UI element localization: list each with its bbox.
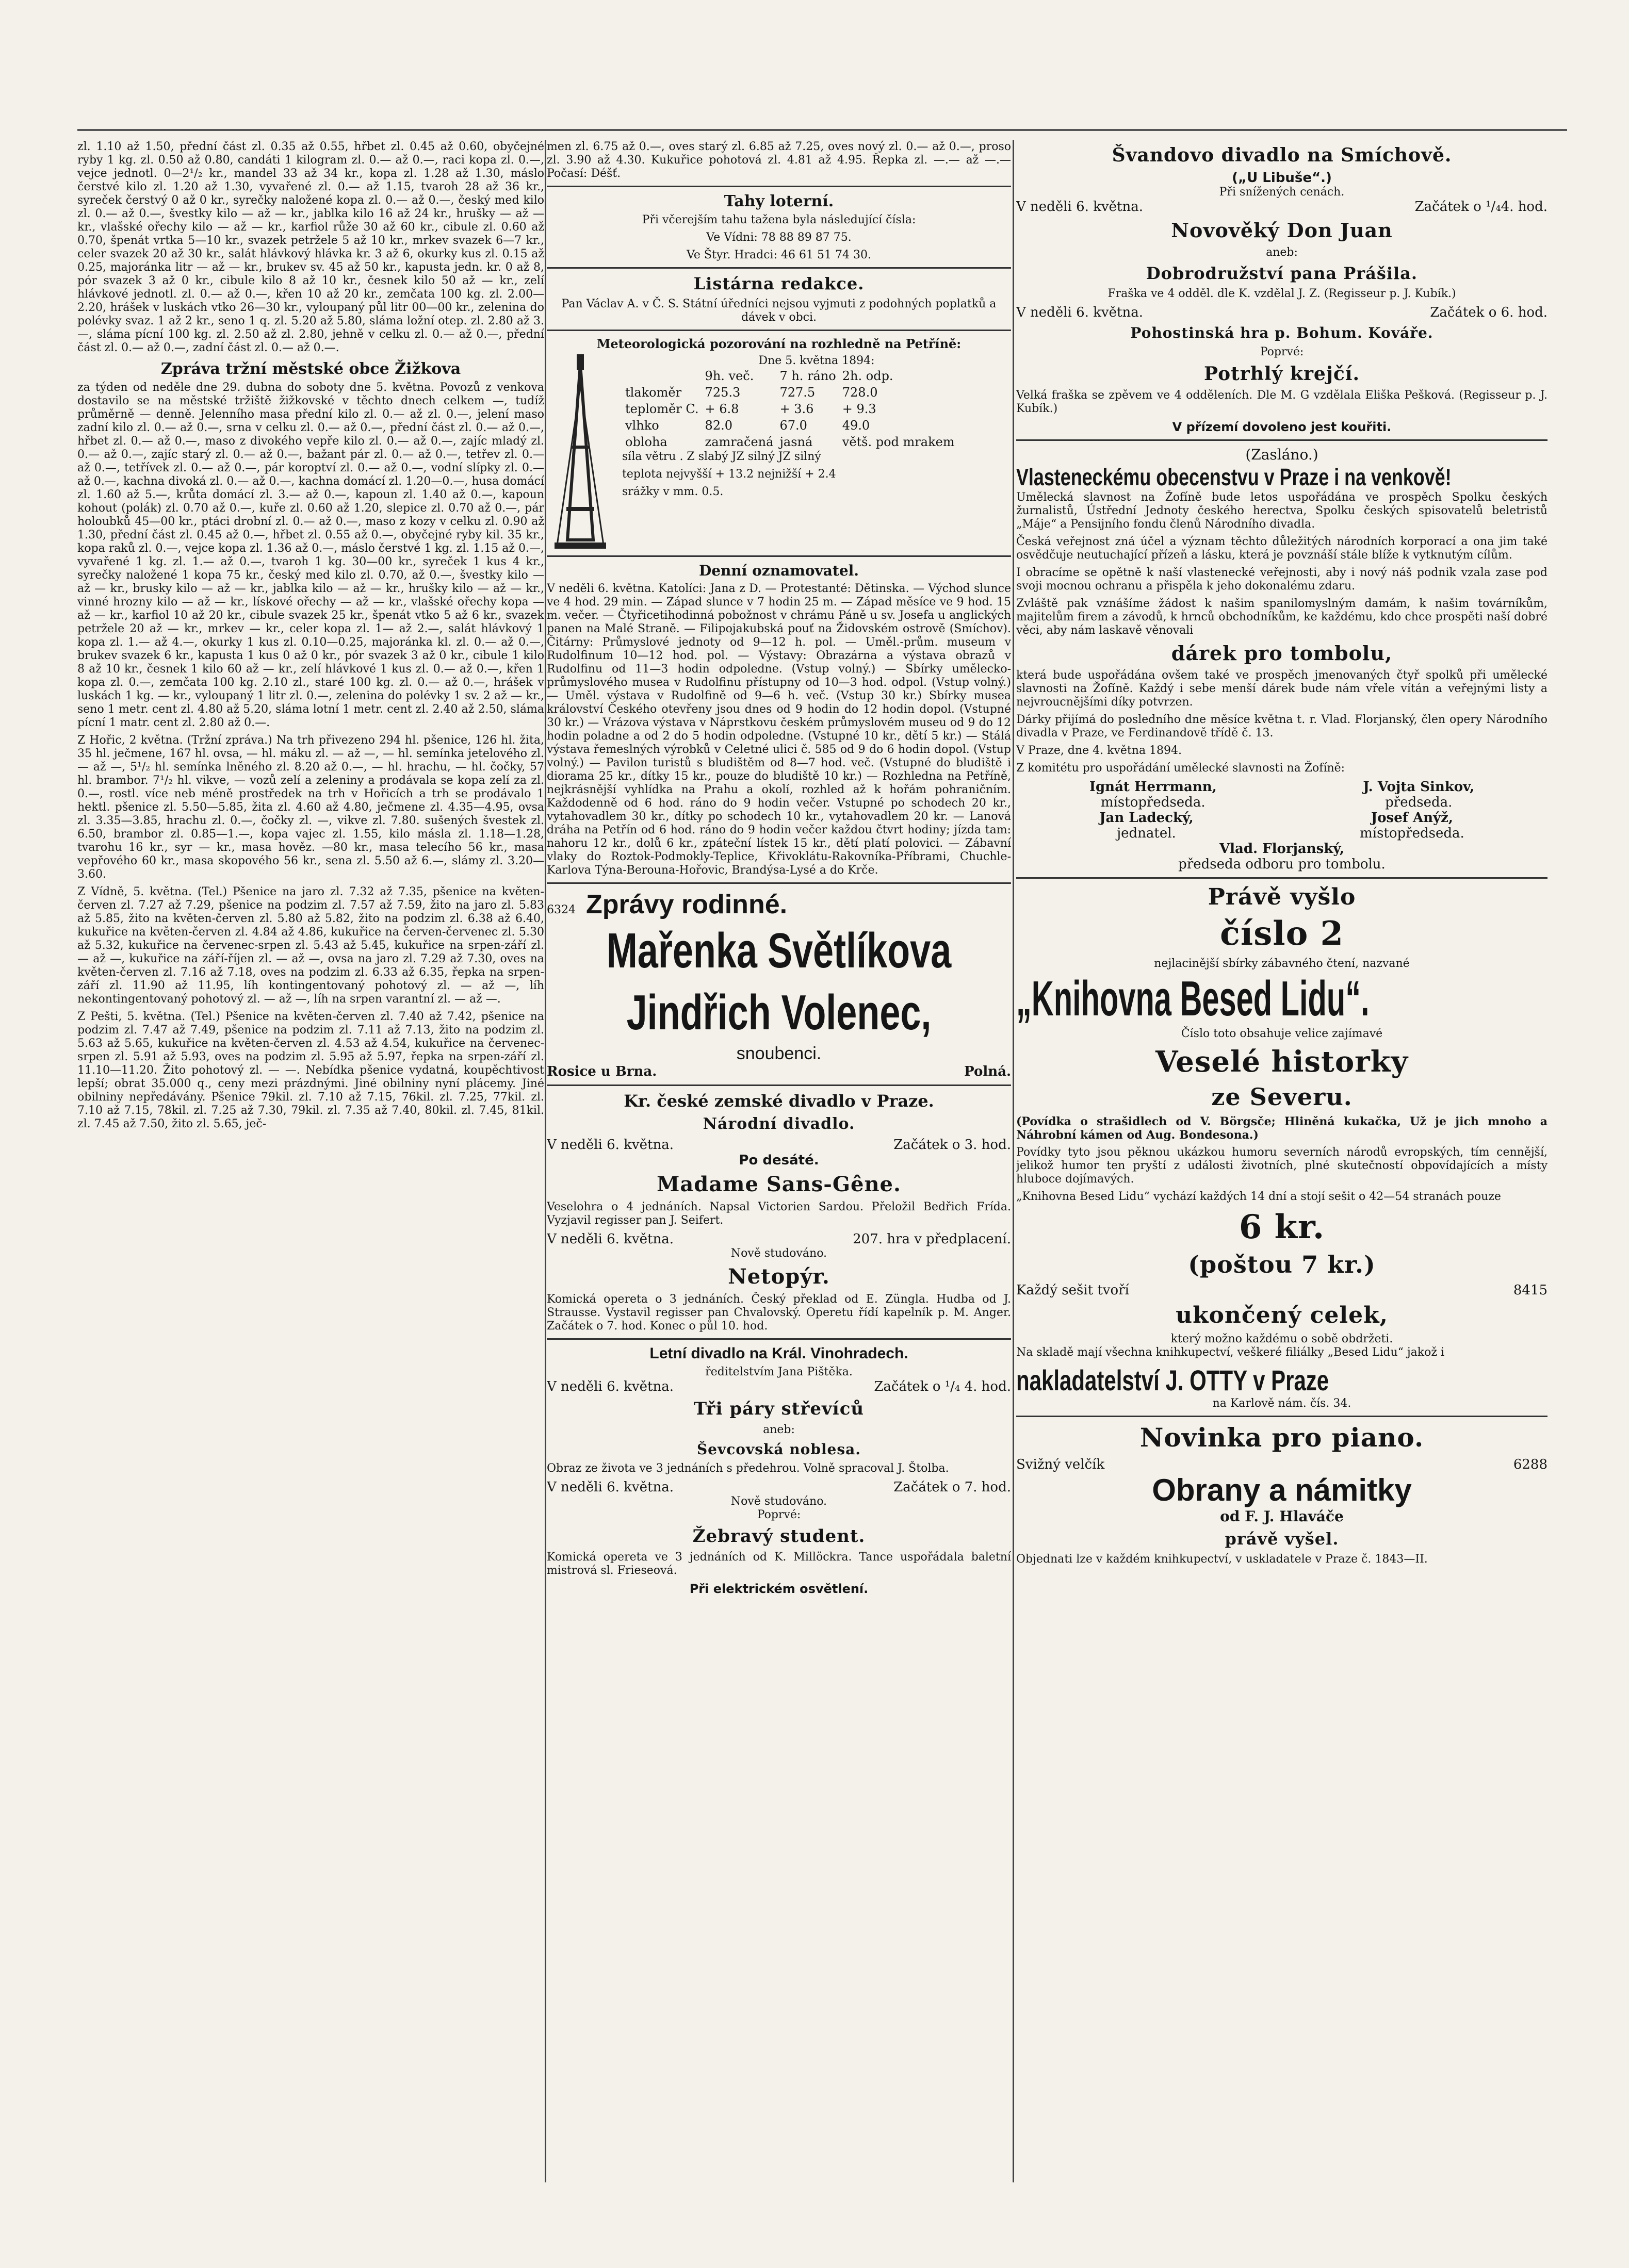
piano-sub: Svižný velčík: [1016, 1457, 1105, 1472]
svanda-theatre-heading: Švandovo divadlo na Smíchově.: [1112, 144, 1452, 166]
summer-theatre-heading: Letní divadlo na Král. Vinohradech.: [649, 1345, 908, 1362]
meteo-temp: teplota nejvyšší + 13.2 nejnižší + 2.4: [622, 468, 836, 481]
signatures-row: [1016, 779, 1547, 810]
lv-play-title: Tři páry střevíců: [693, 1399, 865, 1419]
patriotic-date: V Praze, dne 4. května 1894.: [1016, 744, 1182, 757]
zizkov-market-text: za týden od neděle dne 29. dubna do soboty dne 5. května. Povozů z venkova dostavilo se na městské tržiště žižkovské v těchto dnech celkem —, tudíž průměrně — denně. Jelenního masa přední kilo zl. 0.— až zl. 0.—, jelení maso zadní kilo zl. 0.— až 0.—, srna v celku zl. 0.— až 0.—, přední část zl. 0.— až 0.—, hřbet zl. 0.— až 0.—, maso z divokého vepře kilo zl. 0.— až 0.—, zajíc mladý zl. 0.— až 0.—, zajíc starý zl. 0.— až 0.—, bažant pár zl. 0.— až 0.—, tetřev zl. 0.— až 0.—, tetřívek zl. 0.— až 0.—, pár koroptví zl. 0.— až 0.—, vodní slípky zl. 0.— až 0.—, kachna divoká zl. 0.— až 0.—, kachna domácí zl. 1.20—0.—, husa domácí zl. 1.60 až 5.—, krůta domácí zl. 3.— až 0.—, kapoun zl. 1.40 až 0.—, kapoun kohout (polák) zl. 0.70 až 0.—, kuře zl. 0.60 až 1.20, slepice zl. 0.70 až 0.—, pár holoubků 45—00 kr., ptáci drobní zl. 0.— až 0.—, maso z kozy v celku zl. 0.90 až 1.30, přední část zl. 0.45 až 0.—, hřbet zl. 0.55 až 0.—, obyčejné ryby kil. 35 kr., kopa raků zl. 0.—, vejce kopa zl. 1.36 až 0.—, máslo čerstvé 1 kg. zl. 1.15 až 0.—, vyvařené 1 kg. zl. 1.— až 0.—, tvaroh 1 kg. 30—00 kr., syreček 1 kus 4 kr., syrečky naložené 1 kopa 75 kr., český med kilo zl. 0.70, až 0.—, švestky kilo — až — kr., brusky kilo — až — kr., jablka kilo — až — kr., hrušky kilo — až — kr., vinné hrozny kilo — až — kr., lískové ořechy — až — kr., vlašské ořechy kopa — až — kr., karfiol 10 až 20 kr., cibule svazek 25 kr., špenát vtko 5 až 6 kr., svazek petržele 20 až — kr., mrkev — kr., celer kopa zl. 1— až 2.—, salát hlávkový 1 kopa zl. 1.— až 4.—, okurky 1 kus zl. 0.10—0.25, majoránka kl. zl. 0.— až 0.—, brukev svazek 6 kr., kapusta 1 kus 0 až 0 kr., pór svazek 3 až 0 kr., cibule 1 kilo 8 až 10 kr., česnek 1 kilo 60 až — kr., zelí hlávkové 1 kus zl. 0.— až 0.—, křen 1 kopa zl. 0.—, zemčata 100 kg. 2.10 zl., staré 100 kg. zl. 0.— až 0.—, hrášek v luskách 1 kg. — kr., vyloupaný 1 litr zl. 0.—, zelenina do polévky 1 sv. 2 až — kr., seno 1 metr. cent zl. 4.80 až 5.20, sláma lotní 1 metr. cent zl. 2.40 až 2.50, sláma pícní 1 matr. cent zl. 2.80 až 0.—.: [77, 381, 544, 729]
book-each: Každý sešit tvoří: [1016, 1283, 1129, 1298]
lottery-steyr: Ve Štyr. Hradci: 46 61 51 74 30.: [687, 249, 871, 261]
signatures-row: [1016, 810, 1547, 841]
column-divider: [545, 140, 546, 2182]
svanda-play-title-3: Potrhlý krejčí.: [1204, 363, 1360, 385]
book-price: 6 kr.: [1239, 1208, 1325, 1246]
signature-role: místopředseda.: [1100, 795, 1206, 810]
book-code: 8415: [1513, 1283, 1547, 1298]
meteo-cell: 728.0: [842, 385, 878, 400]
lv-start: Začátek o ¹/₄ 4. hod.: [874, 1379, 1011, 1394]
meteo-heading: Meteorologická pozorování na rozhledně na Petříně:: [596, 336, 962, 351]
lottery-heading: Tahy loterní.: [724, 192, 834, 210]
pest-market-text: Z Pešti, 5. května. (Tel.) Pšenice na květen-červen zl. 7.40 až 7.42, pšenice na podzim zl. 7.47 až 7.49, pšenice na podzim zl. 7.11 až 7.13, žito na podzim zl. 5.63 až 5.65, kukuřice na květen-červen zl. 4.53 až 4.54, kukuřice na červenec-srpen zl. 5.91 až 5.93, oves na podzim zl. 5.95 až 5.97, řepka na srpen-září zl. 11.10—11.20. Žito pohotový zl. — —. Nebídka pšenice vydatná, koupěchtivost lepší; obrat 35.000 q., ceny mezi prázdnými. Jiné obilniny nyní plácemy. Jiné obilniny nepředávány. Pšenice 79kil. zl. 7.10 až 7.15, 76kil. zl. 7.25, 77kil. zl. 7.10 až 7.15, 78kil. zl. 7.25 až 7.30, 79kil. zl. 7.35 až 7.40, 80kil. zl. 7.45, 81kil. zl. 7.45 až 7.50, žito zl. 5.65, ječ-: [77, 1010, 544, 1130]
patriotic-text-1: Umělecká slavnost na Žofíně bude letos uspořádána ve prospěch Spolku českých žurnalistů, Ústřední Jednoty českého herectva, Spolku českých spisovatelů beletristů „Máje“ a Pensijního fondu členů Národního divadla.: [1016, 491, 1547, 531]
top-rule: [77, 129, 1567, 131]
signature-role: předseda.: [1385, 795, 1453, 810]
theatre-heading: Kr. české zemské divadlo v Praze.: [624, 1091, 934, 1111]
divider: [547, 1084, 1011, 1086]
svanda-aneb: aneb:: [1266, 246, 1298, 259]
book-contents: (Povídka o strašidlech od V. Börgsče; Hliněná kukačka, Už je jich mnoho a Náhrobní kámen od Aug. Bondesona.): [1016, 1115, 1547, 1142]
piano-sub-row: [1016, 1457, 1547, 1472]
series-contains: Číslo toto obsahuje velice zajímavé: [1181, 1027, 1383, 1040]
svanda-play-desc: Fraška ve 4 odděl. dle K. vzdělal J. Z. (Regisseur p. J. Kubík.): [1107, 287, 1456, 300]
lv-play-title-2: Ševcovská noblesa.: [696, 1441, 861, 1458]
signature-name: Vlad. Florjanský,: [1219, 841, 1345, 857]
signature-name: Josef Anýž,: [1371, 810, 1453, 826]
zizkov-market-heading: Zpráva tržní městské obce Žižkova: [160, 360, 461, 378]
lv-aneb: aneb:: [763, 1423, 795, 1436]
signature-role: jednatel.: [1117, 826, 1176, 841]
vienna-market-text: Z Vídně, 5. května. (Tel.) Pšenice na jaro zl. 7.32 až 7.35, pšenice na květen-červen zl. 7.27 až 7.29, pšenice na podzim zl. 7.57 až 7.59, žito na jaro zl. 5.83 až 5.85, žito na květen-červen zl. 5.80 až 5.82, žito na podzim zl. 6.38 až 6.40, kukuřice na květen-červen zl. 4.84 až 4.86, kukuřice na červen-červenec zl. 5.30 až 5.32, kukuřice na červenec-srpen zl. 5.43 až 5.45, kukuřice na srpen-září zl. — až —, kukuřice na září-říjen zl. — až —, ovsa na jaro zl. 7.29 až 7.30, oves na květen-červen zl. 7.16 až 7.18, oves na podzim zl. 6.33 až 6.35, řepka na srpen-září zl. 11.90 až 11.95, líh kontingentovaný pohotový zl. — až —, líh nekontingentovaný pohotový zl. — až —, líh na srpen varantní zl. — až —.: [77, 885, 544, 1006]
lv-new: Nově studováno.: [730, 1495, 827, 1508]
svanda-subtitle: („U Libuše“.): [1232, 170, 1332, 186]
divider: [1016, 877, 1547, 879]
horice-market-text: Z Hořic, 2 května. (Tržní zpráva.) Na trh přivezeno 294 hl. pšenice, 126 hl. žita, 35 hl. ječmene, 167 hl. ovsa, — hl. máku zl. — až —, — hl. semínka jetelového zl. — až —, 5¹/₂ hl. semínka lněného zl. 8.20 až 0.—, — hl. hrachu, — hl. čočky, 57 hl. brambor. 7¹/₂ hl. vikve, — vozů zelí a zeleniny a prodávala se kopa zelí za zl. 0.—, rostl. více neb méně prostředek na trh v Hořicích a trh se prodávalo 1 hektl. pšenice zl. 5.50—5.85, žita zl. 4.60 až 4.80, ječmene zl. 4.35—4.95, ovsa zl. 3.35—3.85, hrachu zl. 0.—, čočky zl. —, vikve zl. 7.80. sušených švestek zl. 6.50, brambor zl. 0.85—1.—, kopa vajec zl. 1.55, kilo másla zl. 1.18—1.28, tvarohu 16 kr., syr — kr., masa hověz. —80 kr., masa telecího 56 kr., masa vepřového 60 kr., masa skopového 56 kr., sena zl. 5.50 až 6.—, slámy zl. 3.20—3.60.: [77, 734, 544, 881]
book-subtitle: ze Severu.: [1211, 1083, 1353, 1111]
book-each-row: [1016, 1283, 1547, 1298]
piano-just-published: právě vyšel.: [1225, 1529, 1339, 1549]
svanda-play-title-2: Dobrodružství pana Prášila.: [1146, 264, 1418, 283]
engaged-label: snoubenci.: [736, 1044, 822, 1063]
lv-play-desc-3: Komická opereta ve 3 jednáních od K. Millöckra. Tance uspořádala baletní mistrová sl. Frieseová.: [547, 1551, 1011, 1577]
meteo-cell: 67.0: [779, 418, 807, 433]
piano-novelty-heading: Novinka pro piano.: [1139, 1422, 1424, 1453]
ad-number: 6324: [547, 903, 576, 916]
svanda-schedule: [1016, 199, 1547, 215]
divider: [547, 1338, 1011, 1340]
family-news-heading: Zprávy rodinné.: [586, 890, 788, 919]
signature-name: Ignát Herrmann,: [1089, 779, 1217, 795]
svanda-date-2: V neděli 6. května.: [1016, 305, 1143, 320]
lottery-intro: Při včerejším tahu tažena byla následující čísla:: [642, 213, 916, 226]
nd-play-title-2: Netopýr.: [728, 1264, 830, 1289]
book-whole: ukončený celek,: [1176, 1302, 1388, 1328]
lv-schedule: [547, 1379, 1011, 1394]
tombola-gift-heading: dárek pro tombolu,: [1171, 642, 1393, 665]
divider: [1016, 1416, 1547, 1417]
divider: [547, 186, 1011, 187]
engaged-places: [547, 1064, 1011, 1079]
patriotic-text-4: Zvláště pak vznášíme žádost k našim spanilomyslným damám, k našim továrníkům, majitelům firem a závodů, k hrnců obchodníkům, ke každému, kdo chce prospěti naší dobré věci, aby nám laskavě věnovali: [1016, 597, 1547, 637]
piano-order: Objednati lze v každém knihkupectví, v uskladatele v Praze č. 1843—II.: [1016, 1553, 1428, 1566]
nd-subscription: 207. hra v předplacení.: [853, 1231, 1011, 1247]
signature-name: J. Vojta Sinkov,: [1363, 779, 1475, 795]
meteo-cell: zamračená: [705, 435, 774, 449]
meteo-cell: + 9.3: [842, 402, 876, 416]
lv-play-title-3: Žebravý student.: [692, 1526, 866, 1547]
svanda-start-2: Začátek o 6. hod.: [1430, 305, 1547, 320]
meteo-rain: srážky v mm. 0.5.: [622, 485, 724, 498]
meteo-cell: + 6.8: [705, 402, 739, 416]
lv-schedule-2: [547, 1480, 1011, 1495]
divider: [1016, 439, 1547, 441]
book-order: který možno každému o sobě obdržeti.: [1170, 1333, 1393, 1345]
engaged-name-1: Mařenka Světlíkova: [606, 923, 952, 978]
nd-schedule-2: [547, 1231, 1011, 1247]
lottery-vienna: Ve Vídni: 78 88 89 87 75.: [706, 231, 852, 244]
svanda-premiere: Poprvé:: [1260, 346, 1304, 358]
signature: [1363, 779, 1474, 810]
svanda-schedule-2: [1016, 305, 1547, 320]
signature-role: předseda odboru pro tombolu.: [1178, 857, 1386, 872]
meteo-cell: 82.0: [705, 418, 732, 433]
book-order-2: Na skladě mají všechna knihkupectví, veškeré filiálky „Besed Lidu“ jakož i: [1016, 1346, 1444, 1359]
nd-new: Nově studováno.: [730, 1247, 827, 1260]
place-1: Rosice u Brna.: [547, 1064, 657, 1079]
column-notices: [547, 140, 1011, 1596]
patriotic-heading: Vlasteneckému obecenstvu v Praze i na venkově!: [1016, 464, 1452, 490]
just-published-heading: Právě vyšlo: [1208, 884, 1356, 910]
patriotic-text-5: která bude uspořádána ovšem také ve prospěch jmenovaných čtyř spolků při umělecké slavnosti na Žofíně. Každý i sebe menší dárek bude nám vřele vítán a veřejnými listy a nejvroucnějšími díky potvrzen.: [1016, 669, 1547, 709]
summer-theatre-director: ředitelstvím Jana Pištěka.: [705, 1366, 853, 1378]
meteo-header-cell: 7 h. ráno: [779, 369, 836, 383]
svanda-date: V neděli 6. května.: [1016, 199, 1143, 215]
divider: [547, 882, 1011, 884]
series-title: „Knihovna Besed Lidu“.: [1016, 971, 1370, 1026]
meteo-cell: jasná: [779, 435, 813, 449]
divider: [547, 555, 1011, 557]
signature-chair: [1016, 841, 1547, 872]
signature: [1099, 810, 1193, 841]
petrin-tower-icon: [547, 354, 614, 550]
book-frequency: „Knihovna Besed Lidu“ vychází každých 14 dní a stojí sešit o 42—54 stranách pouze: [1016, 1190, 1501, 1203]
patriotic-committee: Z komitétu pro uspořádání umělecké slavnosti na Žofíně:: [1016, 762, 1345, 775]
zaslano-label: (Zasláno.): [1245, 446, 1318, 463]
book-postage: (poštou 7 kr.): [1188, 1251, 1376, 1278]
piano-code: 6288: [1513, 1457, 1547, 1472]
divider: [547, 330, 1011, 331]
divider: [547, 267, 1011, 269]
column-market-reports: [77, 140, 544, 1135]
meteo-date: Dne 5. května 1894:: [758, 354, 875, 367]
daily-notices-heading: Denní oznamovatel.: [698, 562, 859, 579]
nd-play-desc: Veselohra o 4 jednáních. Napsal Victorien Sardou. Přeložil Bedřich Frída. Vyzjavil regisser pan J. Seifert.: [547, 1201, 1011, 1227]
editorial-mail-heading: Listárna redakce.: [693, 274, 865, 293]
meteo-cell: 727.5: [779, 385, 816, 400]
market-prices-text: zl. 1.10 až 1.50, přední část zl. 0.35 až 0.55, hřbet zl. 0.45 až 0.60, obyčejné ryby 1 kg. zl. 0.50 až 0.80, candáti 1 kilogram zl. 0.— až 0.—, raci kopa zl. 0.—, vejce jednotl. 0—2¹/₂ kr., mandel 33 až 34 kr., kopa zl. 1.28 až 1.30, máslo čerstvé kilo zl. 1.20 až 1.30, vyvařené zl. 0.— až 1.15, tvaroh 28 až 36 kr., syreček čerstvý 0 až 0 kr., syrečky naložené kopa zl. 0.— až 0.—, český med kilo zl. 0.— až 0.—, švestky kilo — až — kr., jablka kilo 16 až 24 kr., hrušky — až — kr., vlašské ořechy kilo — až — kr., karfiol růže 30 až 60 kr., cibule zl. 0.60 až 0.70, špenát vrtka 5—10 kr., svazek petržele 5 až 10 kr., mrkev svazek 6—7 kr., celer svazek 20 až 30 kr., salát hlávkový hlávka kr. 3 až 6, okurky kus zl. 0.15 až 0.25, majoránka litr — až — kr., brukev sv. 45 až 50 kr., kapusta jedn. kr. 0 až 8, pór svazek 3 až 0 kr., cibule kilo 8 až 10 kr., česnek kilo 50 až — kr., zelí hlávkové jednotl. zl. 0.— až 0.—, křen 10 až 20 kr., zemčata 100 kg. zl. 2.00—2.20, hrášek v luskách vtko 26—30 kr., vyloupaný půl litr 00—00 kr., zelenina do polévky svaz. 1 až 2 kr., seno 1 q. zl. 5.20 až 5.80, sláma ložní otep. zl. 2.80 až 3.—, sláma pícní 100 kg. zl. 2.50 až zl. 2.80, jehně v celku zl. 0.— až 0.—, přední část zl. 0.— až 0.—, zadní část zl. 0.— až 0.—.: [77, 140, 544, 354]
svanda-play-desc-2: Velká fraška se zpěvem ve 4 odděleních. Dle M. G vzdělala Eliška Pešková. (Regisseur p. J. Kubík.): [1016, 389, 1547, 415]
lv-date-2: V neděli 6. května.: [547, 1480, 674, 1495]
signature: [1089, 779, 1217, 810]
meteo-cell: tlakoměr: [625, 385, 682, 400]
book-description: Povídky tyto jsou pěknou ukázkou humoru severních národů evropských, tím cennější, jelikož humor ten pryští z události životních, plné skutečností obpovídajících a místy hluboce dojímavých.: [1016, 1146, 1547, 1186]
issue-number: číslo 2: [1219, 914, 1344, 953]
meteo-header-cell: [622, 368, 702, 384]
meteo-cell: 49.0: [842, 418, 870, 433]
meteo-cell: 725.3: [705, 385, 741, 400]
nd-play-desc-2: Komická opereta o 3 jednáních. Český překlad od E. Züngla. Hudba od J. Strausse. Vystavil regisser pan Chvalovský. Operetu řídí kapelník p. M. Anger. Začátek o 7. hod. Konec o půl 10. hod.: [547, 1293, 1011, 1333]
lv-start-2: Začátek o 7. hod.: [893, 1480, 1011, 1495]
meteo-cell: vlhko: [625, 418, 659, 433]
grain-prices-text: men zl. 6.75 až 0.—, oves starý zl. 6.85 až 7.25, oves nový zl. 0.— až 0.—, proso zl. 3.90 až 4.30. Kukuřice pohotová zl. 4.81 až 4.95. Řepka zl. —.— až —.— Počasí: Déšť.: [547, 140, 1011, 180]
column-advertisements: [1016, 140, 1547, 1570]
editorial-mail-text: Pan Václav A. v Č. S. Státní úředníci nejsou vyjmuti z podohných poplatků a dávek v obci.: [561, 298, 997, 324]
svanda-smoking: V přízemí dovoleno jest kouřiti.: [1172, 420, 1392, 434]
nd-start: Začátek o 3. hod.: [893, 1137, 1011, 1153]
publisher-name: nakladatelství J. OTTY v Praze: [1016, 1364, 1329, 1396]
signature-name: Jan Ladecký,: [1099, 810, 1194, 826]
svanda-start: Začátek o ¹/₄4. hod.: [1414, 199, 1547, 215]
signature: [1360, 810, 1464, 841]
family-news-header: [547, 889, 1011, 920]
meteo-header-cell: 2h. odp.: [842, 369, 893, 383]
lv-play-desc: Obraz ze života ve 3 jednáních s předehrou. Volně spracoval J. Štolba.: [547, 1462, 949, 1475]
lv-premiere: Poprvé:: [757, 1508, 801, 1521]
place-2: Polná.: [964, 1064, 1011, 1079]
patriotic-text-2: Česká veřejnost zná účel a význam těchto důležitých národních korporací a ona jim také osvědčuje neutuchající přízeň a lásku, která je povznáší stále blíže k vytknutým cílům.: [1016, 535, 1547, 562]
nd-play-title: Madame Sans-Gêne.: [657, 1172, 901, 1196]
nd-date: V neděli 6. května.: [547, 1137, 674, 1153]
nd-tenth: Po desáté.: [739, 1153, 819, 1168]
meteo-header-cell: 9h. več.: [705, 369, 754, 383]
meteo-cell: obloha: [625, 435, 667, 449]
national-theatre-heading: Národní divadlo.: [703, 1115, 855, 1133]
svanda-prices: Při snížených cenách.: [1219, 186, 1345, 199]
meteo-table: [622, 368, 958, 450]
nd-schedule: [547, 1137, 1011, 1153]
patriotic-text-3: I obracíme se opětně k naší vlastenecké veřejnosti, aby i nový náš podnik vzala zase pod svoji mocnou ochranu a přispěla k jeho dokonalému zdaru.: [1016, 566, 1547, 593]
piano-author: od F. J. Hlaváče: [1220, 1508, 1344, 1525]
svanda-play-title: Novověký Don Juan: [1171, 219, 1393, 242]
meteo-cell: + 3.6: [779, 402, 814, 416]
signature-role: místopředseda.: [1360, 826, 1464, 841]
book-title: Veselé historky: [1155, 1045, 1409, 1079]
patriotic-text-6: Dárky přijímá do posledního dne měsíce května t. r. Vlad. Florjanský, člen opery Národního divadla v Praze, ve Ferdinandově třídě č. 13.: [1016, 713, 1547, 739]
meteo-block: [547, 354, 1011, 550]
meteo-wind: síla větru . Z slabý JZ silný JZ silný: [622, 450, 821, 463]
publisher-address: na Karlově nám. čís. 34.: [1212, 1397, 1351, 1410]
meteo-cell: teploměr C.: [625, 402, 699, 416]
svanda-guest: Pohostinská hra p. Bohum. Kováře.: [1130, 324, 1433, 341]
lv-date: V neděli 6. května.: [547, 1379, 674, 1394]
column-divider: [1013, 140, 1014, 2182]
series-subtitle: nejlacinější sbírky zábavného čtení, nazvané: [1154, 957, 1410, 970]
engaged-name-2: Jindřich Volenec,: [626, 985, 932, 1040]
nd-date-2: V neděli 6. května.: [547, 1231, 674, 1247]
daily-notices-text: V neděli 6. května. Katolíci: Jana z D. — Protestanté: Dětinska. — Východ slunce ve 4 hod. 29 min. — Západ slunce v 7 hodin 25 m. — Západ měsíce ve 9 hod. 15 m. večer. — Čtyřicetihodinná pobožnost v chrámu Páně u sv. Josefa u anglických panen na Malé Straně. — Filipojakubská pouť na Židovském ostrově (Smíchov). Čitárny: Průmyslové jednoty od 9—12 h. pol. — Uměl.-prům. museum v Rudolfinum 10—12 hod. pol. — Výstavy: Obrazárna a výstava obrazů v Rudolfinu od 11—3 hodin odpoledne. (Vstup volný.) — Sbírky umělecko-průmyslového musea v Rudolfinu přístupny od 10—3 hod. odpol. (Vstup volný.) — Uměl. výstava v Rudolfině od 9—6 h. več. (Vstup 30 kr.) Sbírky musea království Českého otevřeny jsou dnes od 9 hodin do 12 hodin dopol. (Vstupné 30 kr.) — Vrázova výstava v Náprstkovu českém průmyslovém museu od 9 do 12 hodin poladne a od 2 do 5 hodin odpoledne. (Vstupné 10 kr., dětí 5 kr.) — Stálá výstava řemeslných výrobků v Celetné ulici č. 585 od 9 do 6 hodin dopol. (Vstup volný.) — Pavilon turistů s bludištěm od 8—7 hod. več. (Vstupné do bludiště i diorama 25 kr., dítky 15 kr., pouze do bludiště 10 kr.) — Rozhledna na Petříně, nejkrásnější vyhlídka na Prahu a okolí, rozhled až k hořám pohraničním. Každodenně od 6 hod. ráno do 9 hodin večer. Vstupné po schodech 20 kr., vytahovadlem 30 kr., dítky po schodech 10 kr., vytahovadlem 20 kr. — Lanová dráha na Petřín od 6 hod. ráno do 9 hodin večer každou čtvrt hodiny; jízda tam: nahoru 12 kr., dolů 6 kr., zpáteční lístek 15 kr., dětí platí polovici. — Zábavní vlaky do Roztok-Podmokly-Teplice, Křivoklátu-Rakovníka-Příbrami, Chuchle-Karlova Týna-Berouna-Hořovic, Brandýsa-Lysé a do Krče.: [547, 582, 1011, 877]
meteo-cell: větš. pod mrakem: [842, 435, 955, 449]
piano-title: Obrany a námitky: [1152, 1473, 1412, 1507]
lv-lighting: Při elektrickém osvětlení.: [689, 1582, 869, 1596]
